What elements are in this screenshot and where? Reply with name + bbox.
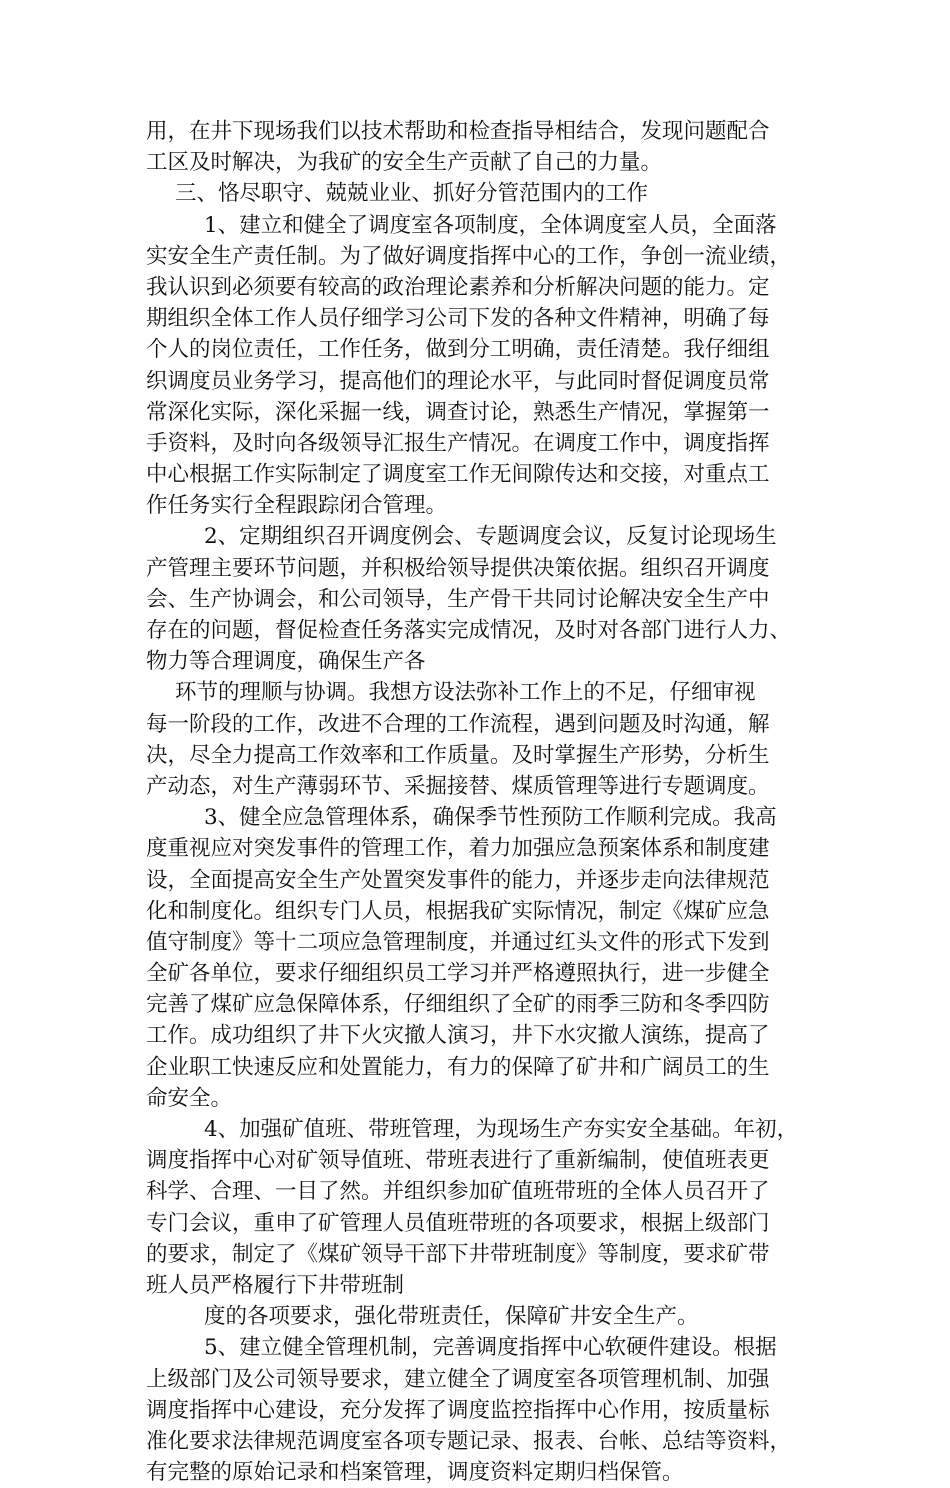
paragraph-start: 1、建立和健全了调度室各项制度，全体调度室人员，全面落 bbox=[204, 212, 777, 238]
text-line: 设，全面提高安全生产处置突发事件的能力，并逐步走向法律规范 bbox=[146, 867, 770, 893]
document-body bbox=[146, 116, 826, 1488]
text-line: 决，尽全力提高工作效率和工作质量。及时掌握生产形势，分析生 bbox=[146, 742, 770, 768]
text-line: 每一阶段的工作，改进不合理的工作流程，遇到问题及时沟通，解 bbox=[146, 711, 770, 737]
paragraph-start: 环节的理顺与协调。我想方设法弥补工作上的不足，仔细审视 bbox=[175, 680, 756, 706]
section-heading: 三、恪尽职守、兢兢业业、抓好分管范围内的工作 bbox=[175, 181, 649, 207]
text-line: 存在的问题，督促检查任务落实完成情况，及时对各部门进行人力、 bbox=[146, 618, 792, 643]
text-line: 用，在井下现场我们以技术帮助和检查指导相结合，发现问题配合 bbox=[146, 119, 770, 144]
text-line: 实安全生产责任制。为了做好调度指挥中心的工作，争创一流业绩， bbox=[146, 243, 792, 269]
text-line: 我认识到必须要有较高的政治理论素养和分析解决问题的能力。定 bbox=[146, 274, 770, 300]
text-line: 调度指挥中心建设，充分发挥了调度监控指挥中心作用，按质量标 bbox=[146, 1397, 770, 1423]
text-line: 织调度员业务学习，提高他们的理论水平，与此同时督促调度员常 bbox=[146, 368, 770, 394]
text-line: 专门会议，重申了矿管理人员值班带班的各项要求，根据上级部门 bbox=[146, 1210, 770, 1236]
text-line: 科学、合理、一目了然。并组织参加矿值班带班的全体人员召开了 bbox=[146, 1179, 770, 1205]
text-line: 有完整的原始记录和档案管理，调度资料定期归档保管。 bbox=[146, 1460, 684, 1486]
text-line: 的要求，制定了《煤矿领导干部下井带班制度》等制度，要求矿带 bbox=[146, 1241, 770, 1267]
text-line: 调度指挥中心对矿领导值班、带班表进行了重新编制，使值班表更 bbox=[146, 1148, 770, 1174]
paragraph-start: 3、健全应急管理体系，确保季节性预防工作顺利完成。我高 bbox=[204, 805, 777, 831]
text-line: 化和制度化。组织专门人员，根据我矿实际情况，制定《煤矿应急 bbox=[146, 898, 770, 924]
text-line: 作任务实行全程跟踪闭合管理。 bbox=[146, 493, 448, 519]
text-line: 班人员严格履行下井带班制 bbox=[146, 1272, 405, 1298]
text-line: 度重视应对突发事件的管理工作，着力加强应急预案体系和制度建 bbox=[146, 836, 770, 862]
text-line: 产管理主要环节问题，并积极给领导提供决策依据。组织召开调度 bbox=[146, 555, 770, 581]
text-line: 物力等合理调度，确保生产各 bbox=[146, 649, 426, 675]
text-line: 完善了煤矿应急保障体系，仔细组织了全矿的雨季三防和冬季四防 bbox=[146, 992, 770, 1018]
text-line: 期组织全体工作人员仔细学习公司下发的各种文件精神，明确了每 bbox=[146, 306, 770, 332]
text-line: 常深化实际，深化采掘一线，调查讨论，熟悉生产情况，掌握第一 bbox=[146, 399, 770, 425]
text-line: 上级部门及公司领导要求，建立健全了调度室各项管理机制、加强 bbox=[146, 1366, 770, 1392]
text-line: 企业职工快速反应和处置能力，有力的保障了矿井和广阔员工的生 bbox=[146, 1054, 770, 1080]
text-line: 全矿各单位，要求仔细组织员工学习并严格遵照执行，进一步健全 bbox=[146, 961, 770, 987]
text-line: 值守制度》等十二项应急管理制度，并通过红头文件的形式下发到 bbox=[146, 929, 770, 955]
text-line: 工区及时解决，为我矿的安全生产贡献了自己的力量。 bbox=[146, 150, 663, 176]
paragraph-start: 2、定期组织召开调度例会、专题调度会议，反复讨论现场生 bbox=[204, 524, 777, 550]
text-line: 中心根据工作实际制定了调度室工作无间隙传达和交接，对重点工 bbox=[146, 462, 770, 488]
text-line: 工作。成功组织了井下火灾撤人演习，井下水灾撤人演练，提高了 bbox=[146, 1023, 770, 1049]
paragraph-start: 度的各项要求，强化带班责任，保障矿井安全生产。 bbox=[204, 1304, 699, 1330]
text-line: 命安全。 bbox=[146, 1085, 233, 1111]
paragraph-start: 5、建立健全管理机制，完善调度指挥中心软硬件建设。根据 bbox=[204, 1335, 777, 1361]
paragraph-start: 4、加强矿值班、带班管理，为现场生产夯实安全基础。年初， bbox=[204, 1117, 799, 1142]
text-line: 个人的岗位责任，工作任务，做到分工明确，责任清楚。我仔细组 bbox=[146, 337, 770, 363]
text-line: 手资料，及时向各级领导汇报生产情况。在调度工作中，调度指挥 bbox=[146, 430, 770, 456]
text-line: 准化要求法律规范调度室各项专题记录、报表、台帐、总结等资料， bbox=[146, 1428, 792, 1454]
text-line: 会、生产协调会，和公司领导，生产骨干共同讨论解决安全生产中 bbox=[146, 586, 770, 612]
text-line: 产动态，对生产薄弱环节、采掘接替、煤质管理等进行专题调度。 bbox=[146, 773, 770, 799]
